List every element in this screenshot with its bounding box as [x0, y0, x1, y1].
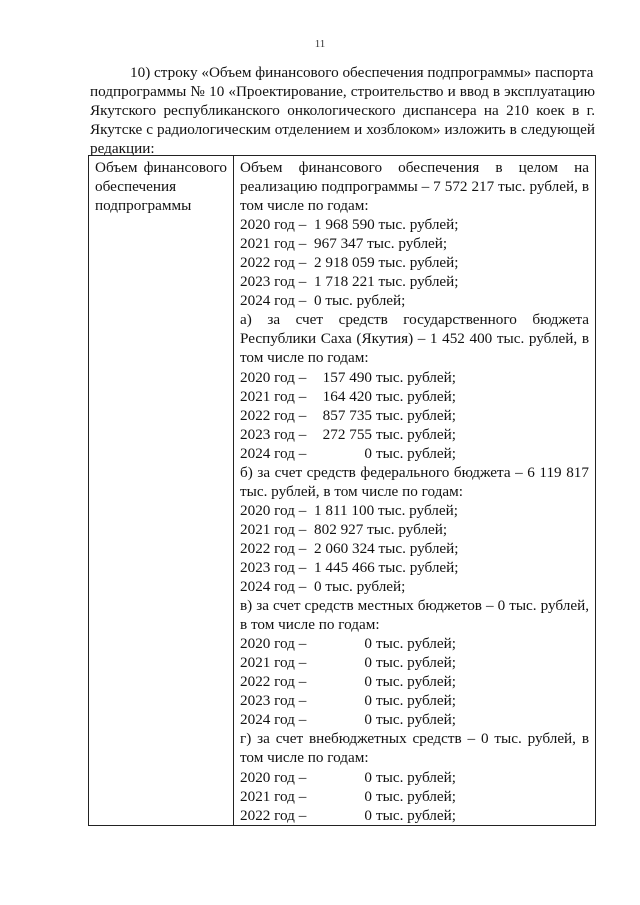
- amount-value: 802 927 тыс. рублей;: [314, 520, 448, 538]
- year-label: 2023 год –: [240, 558, 307, 576]
- row-label: [89, 156, 234, 826]
- year-label: 2023 год –: [240, 692, 307, 710]
- amount-value: 1 968 590 тыс. рублей;: [314, 216, 459, 234]
- year-line: [240, 653, 589, 672]
- amount-value: 0 тыс. рублей;: [314, 292, 406, 310]
- amount-value: 1 811 100 тыс. рублей;: [314, 501, 458, 519]
- section-a-heading: а) за счет средств государственного бюджета Республики Саха (Якутия) – 1 452 400 тыс. рублей, в том числе по годам:: [240, 311, 589, 367]
- year-label: 2021 год –: [240, 387, 307, 405]
- year-line: [240, 406, 589, 425]
- year-line: [240, 710, 589, 729]
- amount-unit: тыс. рублей;: [376, 787, 456, 805]
- row-label-text: Объем финансового обеспечения подпрограммы: [95, 159, 227, 214]
- year-label: 2024 год –: [240, 711, 307, 729]
- section-g-years-list: [240, 768, 589, 825]
- amount-value: 0: [364, 635, 372, 653]
- year-line: [240, 539, 589, 558]
- year-label: 2022 год –: [240, 539, 307, 557]
- year-line: [240, 787, 589, 806]
- year-line: [240, 253, 589, 272]
- year-label: 2023 год –: [240, 273, 307, 291]
- year-line: [240, 444, 589, 463]
- amount-value: 857 735: [322, 406, 372, 424]
- amount-value: 0: [364, 768, 372, 786]
- amount-unit: тыс. рублей;: [376, 444, 456, 462]
- amount-value: 1 445 466 тыс. рублей;: [314, 558, 459, 576]
- year-line: [240, 634, 589, 653]
- table-row: [89, 156, 596, 826]
- year-line: [240, 291, 589, 310]
- year-label: 2021 год –: [240, 235, 307, 253]
- section-g-heading: г) за счет внебюджетных средств – 0 тыс. рублей, в том числе по годам:: [240, 730, 589, 767]
- amount-unit: тыс. рублей;: [376, 387, 456, 405]
- amount-value: 2 060 324 тыс. рублей;: [314, 539, 459, 557]
- amount-value: 0: [364, 692, 372, 710]
- year-line: [240, 558, 589, 577]
- year-label: 2021 год –: [240, 654, 307, 672]
- amount-value: 0: [364, 444, 372, 462]
- amendment-first-line: 10) строку «Объем финансового обеспечения подпрограммы» паспорта: [130, 64, 594, 81]
- amount-value: 0: [364, 654, 372, 672]
- year-line: [240, 368, 589, 387]
- year-line: [240, 577, 589, 596]
- amount-value: 0: [364, 787, 372, 805]
- year-line: [240, 501, 589, 520]
- section-v-years-list: [240, 634, 589, 729]
- year-line: [240, 272, 589, 291]
- amount-unit: тыс. рублей;: [376, 654, 456, 672]
- amount-unit: тыс. рублей;: [376, 692, 456, 710]
- year-label: 2020 год –: [240, 635, 307, 653]
- year-label: 2020 год –: [240, 368, 307, 386]
- amount-unit: тыс. рублей;: [376, 768, 456, 786]
- amount-unit: тыс. рублей;: [376, 711, 456, 729]
- amount-unit: тыс. рублей;: [376, 673, 456, 691]
- amount-value: 157 490: [322, 368, 372, 386]
- year-line: [240, 215, 589, 234]
- year-line: [240, 768, 589, 787]
- section-b-heading: б) за счет средств федерального бюджета – 6 119 817 тыс. рублей, в том числе по годам:: [240, 463, 589, 500]
- year-line: [240, 672, 589, 691]
- page-number: 11: [314, 38, 326, 50]
- year-label: 2020 год –: [240, 768, 307, 786]
- amount-unit: тыс. рублей;: [376, 406, 456, 424]
- amount-unit: тыс. рублей;: [376, 425, 456, 443]
- year-label: 2024 год –: [240, 444, 307, 462]
- year-line: [240, 806, 589, 825]
- amount-value: 1 718 221 тыс. рублей;: [314, 273, 459, 291]
- section-b-years-list: [240, 501, 589, 596]
- total-years-list: [240, 215, 589, 310]
- passport-table: [88, 155, 596, 826]
- year-label: 2021 год –: [240, 787, 307, 805]
- amount-unit: тыс. рублей;: [376, 635, 456, 653]
- year-line: [240, 691, 589, 710]
- row-content: [234, 156, 596, 826]
- year-label: 2022 год –: [240, 806, 307, 824]
- year-label: 2022 год –: [240, 254, 307, 272]
- amount-value: 164 420: [322, 387, 372, 405]
- year-line: [240, 387, 589, 406]
- total-intro: Объем финансового обеспечения в целом на реализацию подпрограммы – 7 572 217 тыс. рублей, в том числе по годам:: [240, 159, 589, 215]
- amount-value: 0: [364, 711, 372, 729]
- year-label: 2022 год –: [240, 673, 307, 691]
- year-label: 2021 год –: [240, 520, 307, 538]
- amount-value: 2 918 059 тыс. рублей;: [314, 254, 459, 272]
- amount-unit: тыс. рублей;: [376, 368, 456, 386]
- year-label: 2023 год –: [240, 425, 307, 443]
- year-label: 2024 год –: [240, 578, 307, 596]
- section-a-years-list: [240, 368, 589, 463]
- year-line: [240, 520, 589, 539]
- year-label: 2020 год –: [240, 216, 307, 234]
- year-line: [240, 425, 589, 444]
- amendment-text: подпрограммы № 10 «Проектирование, строительство и ввод в эксплуатацию Якутского республиканского онкологического диспансера на 210 коек в г. Якутске с радиологическим отделением и хозблоком» изложить в следующей редакции:: [90, 83, 595, 157]
- amount-value: 0: [364, 673, 372, 691]
- amount-value: 967 347 тыс. рублей;: [314, 235, 448, 253]
- section-v-heading: в) за счет средств местных бюджетов – 0 тыс. рублей, в том числе по годам:: [240, 597, 589, 634]
- year-label: 2020 год –: [240, 501, 307, 519]
- year-line: [240, 234, 589, 253]
- amount-value: 272 755: [322, 425, 372, 443]
- year-label: 2024 год –: [240, 292, 307, 310]
- amendment-paragraph: [90, 63, 595, 158]
- year-label: 2022 год –: [240, 406, 307, 424]
- amount-value: 0 тыс. рублей;: [314, 578, 406, 596]
- amount-value: 0: [364, 806, 372, 824]
- amount-unit: тыс. рублей;: [376, 806, 456, 824]
